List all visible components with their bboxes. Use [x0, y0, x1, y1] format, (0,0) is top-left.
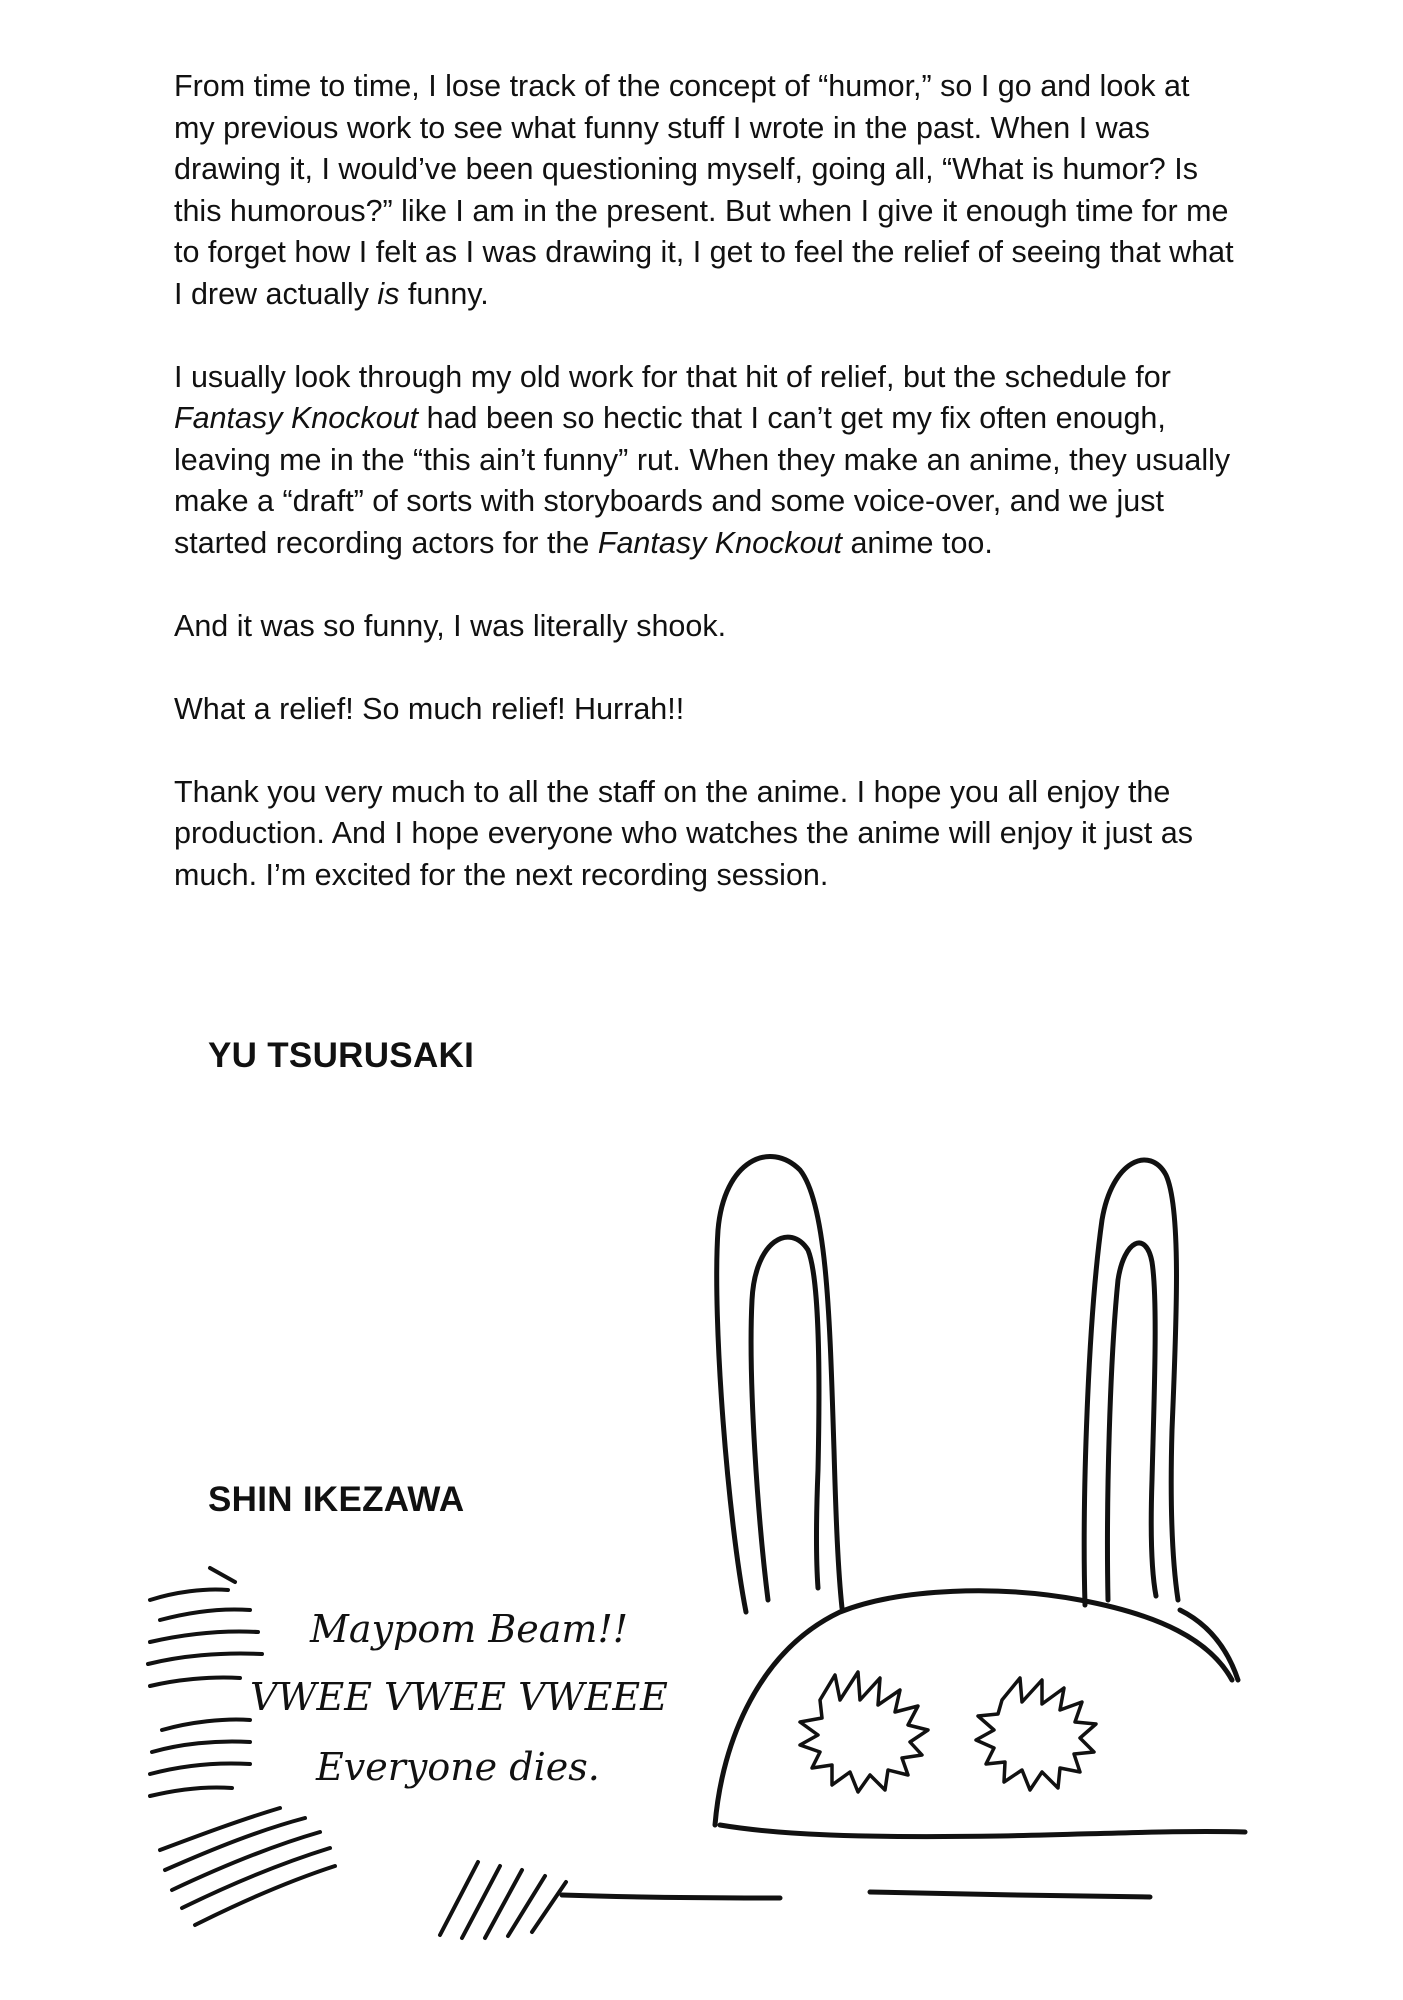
rabbit-right-eye	[976, 1678, 1096, 1790]
rabbit-left-ear-inner	[751, 1237, 819, 1600]
caption-line-3: Everyone dies.	[316, 1745, 600, 1789]
italic-text: is	[377, 276, 400, 311]
paragraph-text: I usually look through my old work for that hit of relief, but the schedule for	[174, 359, 1171, 394]
paragraph-text: had been so hectic that I can’t get my fix often enough, leaving me in the “this ain’t funny” rut. When they make an anime, they usually make a “draft” of sorts with storyboards and some voice-over, and we just started recording actors for the	[174, 401, 1231, 560]
italic-text: Fantasy Knockout	[174, 401, 419, 435]
caption-line-1: Maypom Beam!!	[310, 1607, 628, 1651]
paragraph-text: Thank you very much to all the staff on the anime. I hope you all enjoy the production. And I hope everyone who watches the anime will enjoy it just as much. I’m excited for the next recording session.	[174, 774, 1193, 892]
italic-text: Fantasy Knockout	[597, 525, 842, 560]
rabbit-left-ear-outer	[717, 1157, 842, 1613]
caption-line-2: VWEE VWEE VWEEE	[250, 1675, 668, 1719]
rabbit-right-ear-inner	[1107, 1243, 1156, 1600]
author-name-shin-ikezawa: SHIN IKEZAWA	[208, 1480, 465, 1519]
rabbit-base-line	[720, 1825, 1245, 1837]
paragraph-text: From time to time, I lose track of the concept of “humor,” so I go and look at my previous work to see what funny stuff I wrote in the past. When I was drawing it, I would’ve been questioning myself, going all, “What is humor? Is this humorous?” like I am in the present. But when I give it enough time for me to forget how I felt as I was drawing it, I get to feel the relief of seeing that what I drew actually	[174, 69, 1234, 311]
drawing-caption	[250, 1607, 668, 1789]
rabbit-right-ear-outer	[1084, 1160, 1178, 1605]
paragraph-text: And it was so funny, I was literally shook.	[174, 608, 727, 643]
rabbit-left-eye	[800, 1672, 928, 1792]
paragraph-text: anime too.	[841, 525, 993, 560]
paragraph-text: funny.	[399, 276, 489, 311]
author-name-yu-tsurusaki: YU TSURUSAKI	[208, 1036, 475, 1075]
paragraph-text: What a relief! So much relief! Hurrah!!	[174, 691, 685, 726]
rabbit-head	[715, 1591, 1232, 1825]
